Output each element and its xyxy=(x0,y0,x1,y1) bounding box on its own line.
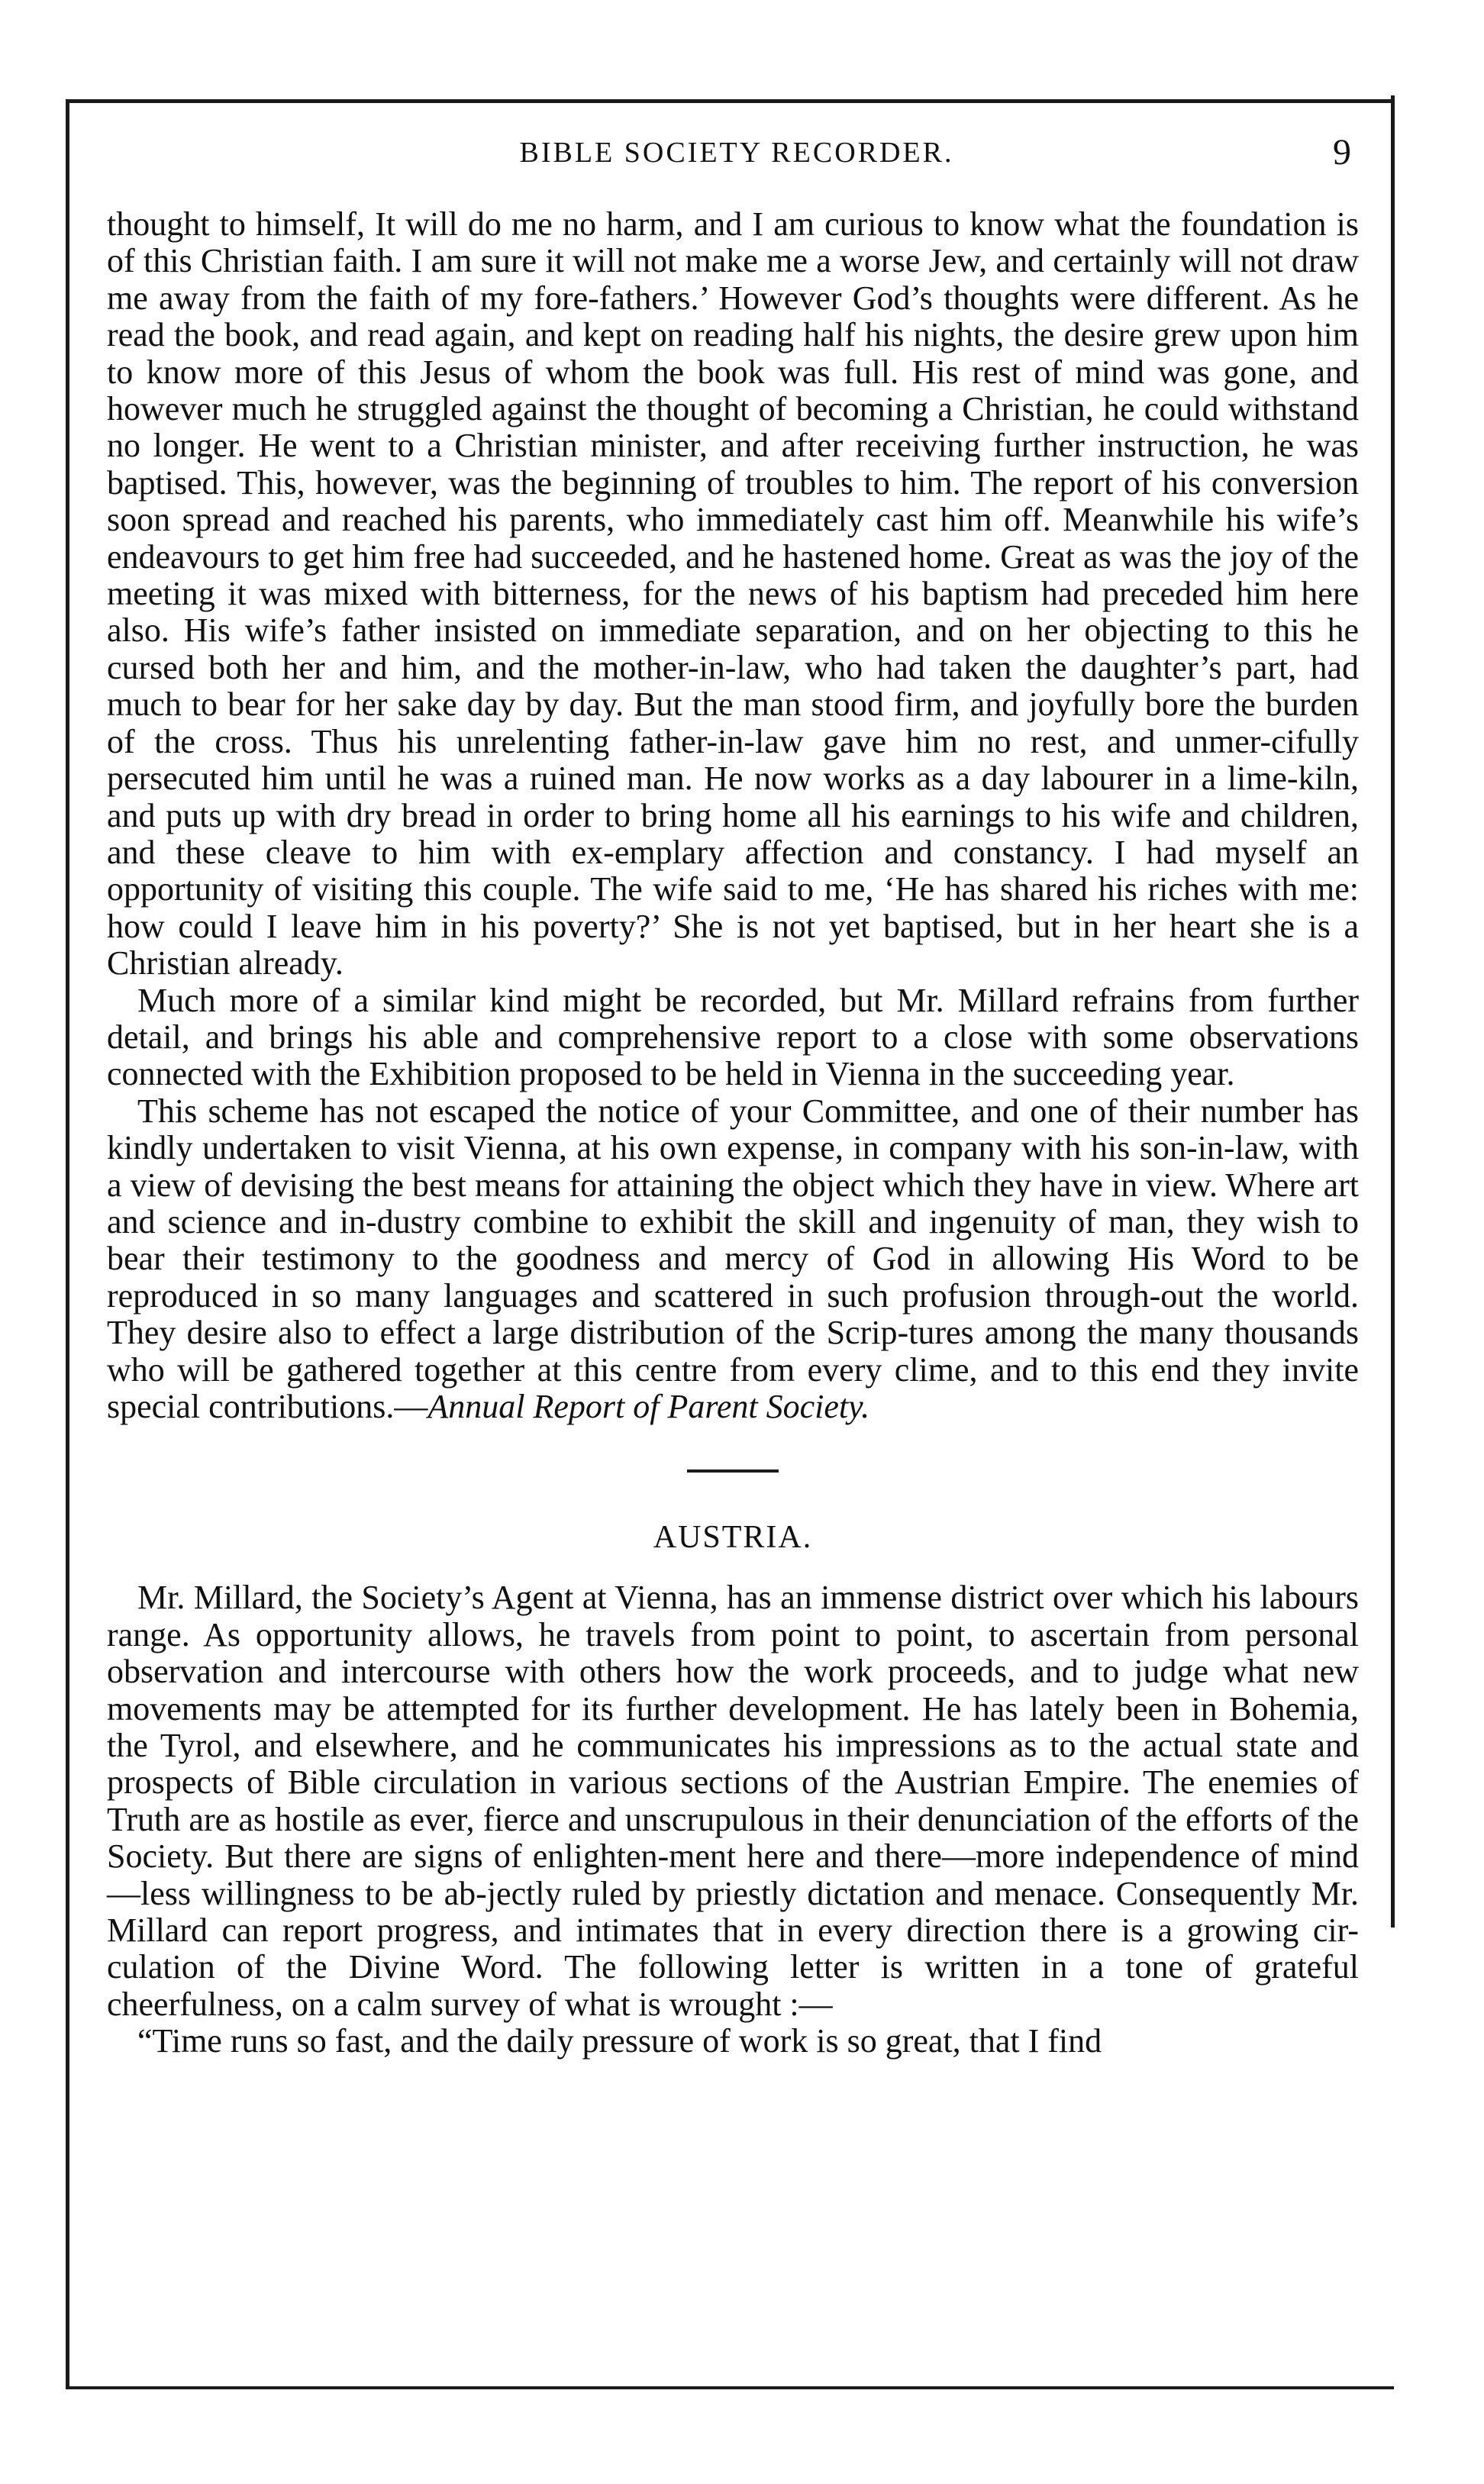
paragraph-exhibition-text: This scheme has not escaped the notice of your Committee, and one of their number has kindly undertaken to visit Vienna, at his own expense, in company with his son-in-law, with a view of devising the best means for attaining the object which they have in view. Where art and science and in-dustry combine to exhibit the skill and ingenuity of man, they wish to bear their testimony to the goodness and mercy of God in allowing His Word to be reproduced in so many languages and scattered in such profusion through-out the world. They desire also to effect a large distribution of the Scrip-tures among the many thousands who will be gathered together at this centre from every clime, and to this end they invite special contributions.— xyxy=(107,1092,1359,1425)
section-divider xyxy=(687,1469,779,1473)
paragraph-continuation: thought to himself, It will do me no harm, and I am curious to know what the foundation is of this Christian faith. I am sure it will not make me a worse Jew, and certainly will not draw me away from the faith of my fore-fathers.’ However God’s thoughts were different. As he read the book, and read again, and kept on reading half his nights, the desire grew upon him to know more of this Jesus of whom the book was full. His rest of mind was gone, and however much he struggled against the thought of becoming a Christian, he could withstand no longer. He went to a Christian minister, and after receiving further instruction, he was baptised. This, however, was the beginning of troubles to him. The report of his conversion soon spread and reached his parents, who immediately cast him off. Meanwhile his wife’s endeavours to get him free had succeeded, and he hastened home. Great as was the joy of the meeting it was mixed with bitterness, for the news of his baptism had preceded him here also. His wife’s father insisted on immediate separation, and on her objecting to this he cursed both her and him, and the mother-in-law, who had taken the daughter’s part, had much to bear for her sake day by day. But the man stood firm, and joyfully bore the burden of the cross. Thus his unrelenting father-in-law gave him no rest, and unmer-cifully persecuted him until he was a ruined man. He now works as a day labourer in a lime-kiln, and puts up with dry bread in order to bring home all his earnings to his wife and children, and these cleave to him with ex-emplary affection and constancy. I had myself an opportunity of visiting this couple. The wife said to me, ‘He has shared his riches with me: how could I leave him in his poverty?’ She is not yet baptised, but in her heart she is a Christian already. xyxy=(107,205,1359,982)
paragraph-austria-intro: Mr. Millard, the Society’s Agent at Vienna, has an immense district over which his labours range. As opportunity allows, he travels from point to point, to ascertain from personal observation and intercourse with others how the work proceeds, and to judge what new movements may be attempted for its further development. He has lately been in Bohemia, the Tyrol, and elsewhere, and he communicates his impressions as to the actual state and prospects of Bible circulation in various sections of the Austrian Empire. The enemies of Truth are as hostile as ever, fierce and unscrupulous in their denunciation of the efforts of the Society. But there are signs of enlighten-ment here and there—more independence of mind—less willingness to be ab-jectly ruled by priestly dictation and menace. Consequently Mr. Millard can report progress, and intimates that in every direction there is a growing cir-culation of the Divine Word. The following letter is written in a tone of grateful cheerfulness, on a calm survey of what is wrought :— xyxy=(107,1579,1359,2023)
running-head xyxy=(107,132,1366,182)
bottom-border-rule xyxy=(66,2386,1394,2389)
top-border-rule xyxy=(66,99,1394,103)
section-heading-austria: AUSTRIA. xyxy=(653,1520,813,1556)
left-border-rule xyxy=(66,99,69,2389)
page-number: 9 xyxy=(1333,132,1351,173)
paragraph-letter-start: “Time runs so fast, and the daily pressure of work is so great, that I find xyxy=(137,2022,1102,2060)
paragraph-millard-summary: Much more of a similar kind might be recorded, but Mr. Millard refrains from further detail, and brings his able and comprehensive report to a close with some observations connected with the Exhibition proposed to be held in Vienna in the succeeding year. xyxy=(107,981,1359,1093)
article-body xyxy=(107,206,1359,2060)
paragraph-exhibition-scheme xyxy=(107,1093,1359,1426)
source-citation: Annual Report of Parent Society. xyxy=(427,1388,870,1425)
right-border-rule xyxy=(1391,95,1395,1928)
running-title: BIBLE SOCIETY RECORDER. xyxy=(519,137,954,169)
